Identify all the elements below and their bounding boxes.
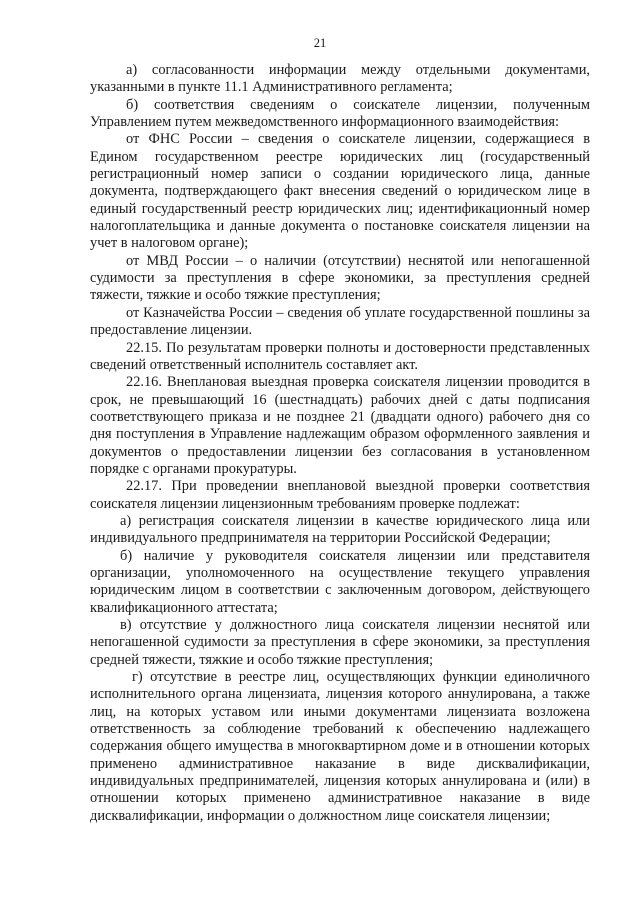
paragraph-treasury: от Казначейства России – сведения об уплате государственной пошлины за предоставление лицензии.: [90, 304, 590, 339]
document-body: [90, 62, 590, 825]
paragraph-22-17: 22.17. При проведении внеплановой выездной проверки соответствия соискателя лицензии лицензионным требованиям проверке подлежат:: [90, 478, 590, 512]
paragraph-22-17-a: а) регистрация соискателя лицензии в качестве юридического лица или индивидуального предпринимателя на территории Российской Федерации;: [90, 512, 590, 547]
paragraph-a-consistency: а) согласованности информации между отдельными документами, указанными в пункте 11.1 Административного регламента;: [90, 62, 590, 96]
paragraph-fns: от ФНС России – сведения о соискателе лицензии, содержащиеся в Едином государственном реестре юридических лиц (государственный регистрационный номер записи о создании юридического лица, данные документа, подтверждающего факт внесения сведений о юридическом лице в единый государственный реестр юридических лиц; идентификационный номер налогоплательщика и данные документа о постановке соискателя лицензии на учет в налоговом органе);: [90, 131, 590, 252]
paragraph-22-16: 22.16. Внеплановая выездная проверка соискателя лицензии проводится в срок, не превышающий 16 (шестнадцать) рабочих дней с даты подписания соответствующего приказа и не позднее 21 (двадцати одного) рабочего дня со дня поступления в Управление надлежащим образом оформленного заявления и документов о предоставлении лицензии без согласования в установленном порядке с органами прокуратуры.: [90, 374, 590, 477]
paragraph-mvd: от МВД России – о наличии (отсутствии) неснятой или непогашенной судимости за преступления в сфере экономики, за преступления средней тяжести, тяжкие и особо тяжкие преступления;: [90, 252, 590, 304]
paragraph-b-interagency: б) соответствия сведениям о соискателе лицензии, полученным Управлением путем межведомственного информационного взаимодействия:: [90, 96, 590, 131]
paragraph-22-17-b: б) наличие у руководителя соискателя лицензии или представителя организации, уполномоченного на осуществление текущего управления юридическим лицом в соответствии с заключенным договором, действующего квалификационного аттестата;: [90, 547, 590, 616]
paragraph-22-17-g: г) отсутствие в реестре лиц, осуществляющих функции единоличного исполнительного органа лицензиата, лицензия которого аннулирована, а также лиц, на которых уставом или иными документами лицензиата возложена ответственность за соблюдение требований к обеспечению надлежащего содержания общего имущества в многоквартирном доме и в отношении которых применено административное наказание в виде дисквалификации, индивидуальных предпринимателей, лицензия которых аннулирована и (или) в отношении которых применено административное наказание в виде дисквалификации, информации о должностном лице соискателя лицензии;: [90, 669, 590, 824]
page-number: 21: [313, 36, 327, 50]
paragraph-22-17-v: в) отсутствие у должностного лица соискателя лицензии неснятой или непогашенной судимости за преступления в сфере экономики, за преступления средней тяжести, тяжкие и особо тяжкие преступления;: [90, 617, 590, 668]
paragraph-22-15: 22.15. По результатам проверки полноты и достоверности представленных сведений ответственный исполнитель составляет акт.: [90, 339, 590, 373]
